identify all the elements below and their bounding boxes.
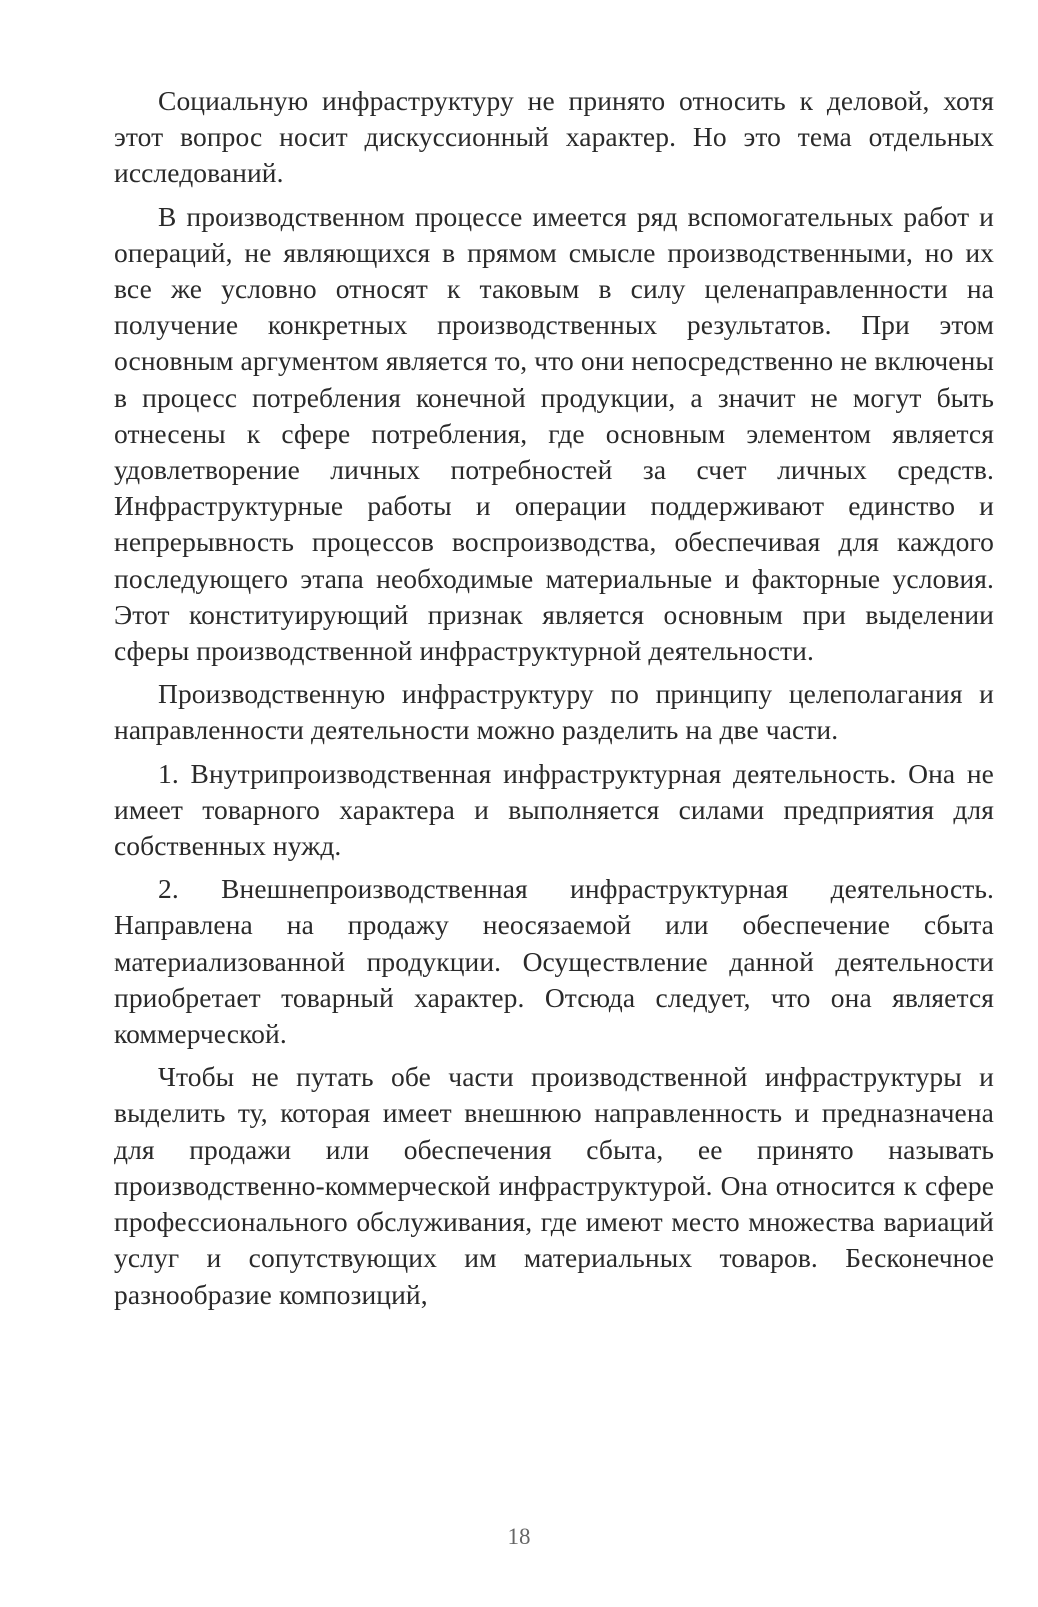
paragraph-5: 2. Внешнепроизводственная инфраструктурная деятельность. Направлена на продажу неосязаемой или обеспечение сбыта материализованной продукции. Осуществление данной деятельности приобретает товарный характер. Отсюда следует, что она является коммерческой. <box>114 873 994 1050</box>
paragraph-1: Социальную инфраструктуру не принято относить к деловой, хотя этот вопрос носит дискуссионный характер. Но это тема отдельных исследований. <box>114 85 994 189</box>
paragraph-4: 1. Внутрипроизводственная инфраструктурная деятельность. Она не имеет товарного характера и выполняется силами предприятия для собственных нужд. <box>114 757 994 862</box>
page-number: 18 <box>507 1524 531 1549</box>
paragraph-3: Производственную инфраструктуру по принципу целеполагания и направленности деятельности можно разделить на две части. <box>114 678 994 746</box>
body-text <box>114 83 994 1320</box>
paragraph-2: В производственном процессе имеется ряд вспомогательных работ и операций, не являющихся в прямом смысле производственными, но их все же условно относят к таковым в силу целенаправленности на получение конкретных производственных результатов. При этом основным аргументом является то, что они непосредственно не включены в процесс потребления конечной продукции, а значит не могут быть отнесены к сфере потребления, где основным элементом является удовлетворение личных потребностей за счет личных средств. Инфраструктурные работы и операции поддерживают единство и непрерывность процессов воспроизводства, обеспечивая для каждого последующего этапа необходимые материальные и факторные условия. Этот конституирующий признак является основным при выделении сферы производственной инфраструктурной деятельности. <box>114 200 994 667</box>
paragraph-6: Чтобы не путать обе части производственной инфраструктуры и выделить ту, которая имеет внешнюю направленность и предназначена для продажи или обеспечения сбыта, ее принято называть производственно-коммерческой инфраструктурой. Она относится к сфере профессионального обслуживания, где имеют место множества вариаций услуг и сопутствующих им материальных товаров. Бесконечное разнообразие композиций, <box>114 1061 994 1310</box>
